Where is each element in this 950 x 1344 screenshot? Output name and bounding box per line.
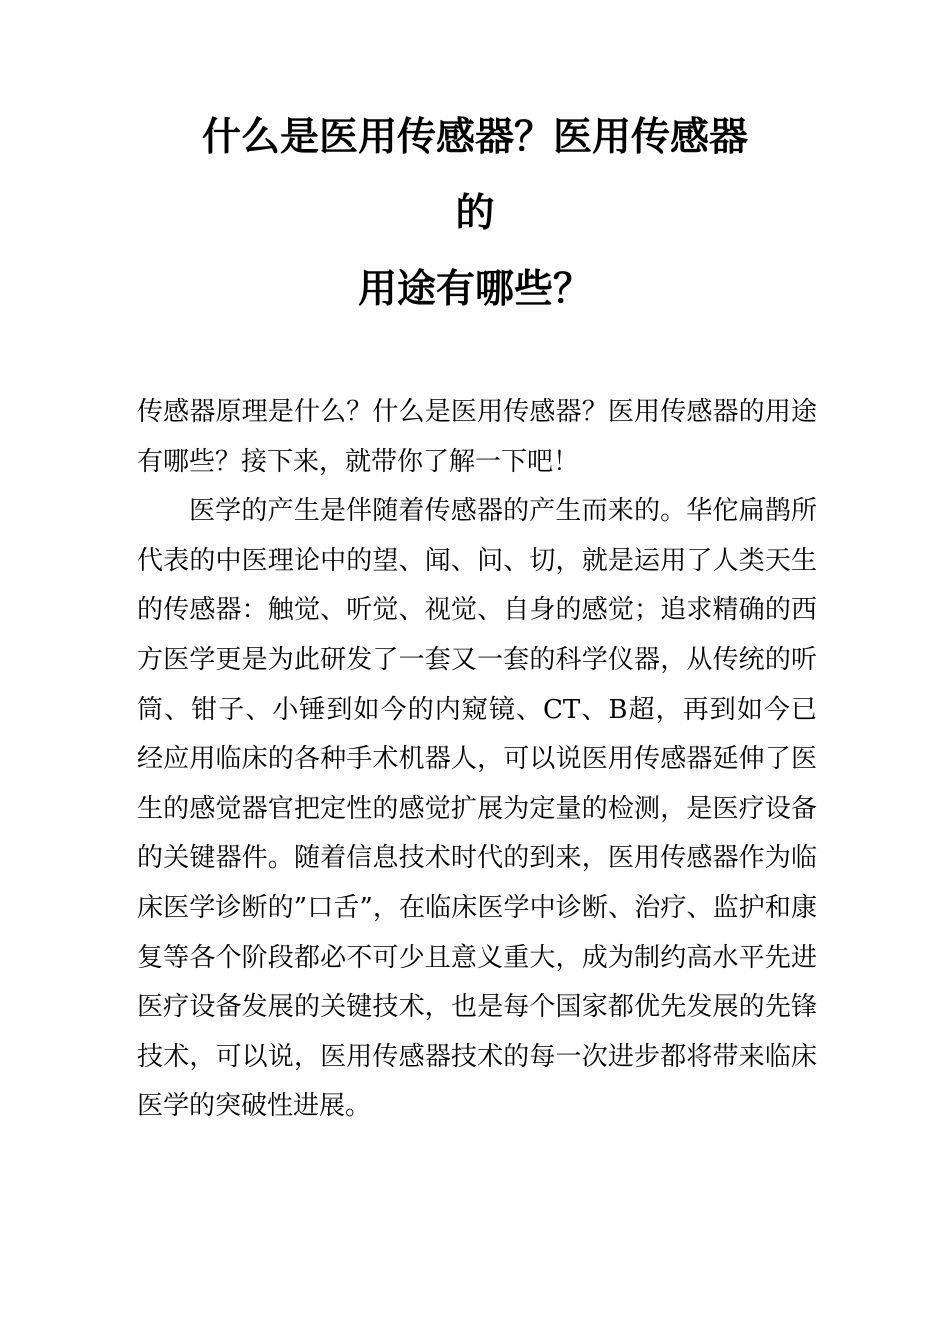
title-line-2: 的 <box>455 191 495 236</box>
document-title <box>120 100 830 328</box>
title-line-1: 什么是医用传感器？医用传感器 <box>201 115 748 160</box>
intro-paragraph: 传感器原理是什么？什么是医用传感器？医用传感器的用途有哪些？接下来，就带你了解一下吧！ <box>137 397 817 477</box>
title-line-3: 用途有哪些？ <box>357 267 592 312</box>
document-body <box>137 388 817 1132</box>
main-paragraph: 医学的产生是伴随着传感器的产生而来的。华佗扁鹊所代表的中医理论中的望、闻、问、切，就是运用了人类天生的传感器：触觉、听觉、视觉、自身的感觉；追求精确的西方医学更是为此研发了一套又一套的科学仪器，从传统的听筒、钳子、小锤到如今的内窥镜、CT、B超，再到如今已经应用临床的各种手术机器人，可以说医用传感器延伸了医生的感觉器官把定性的感觉扩展为定量的检测，是医疗设备的关键器件。随着信息技术时代的到来，医用传感器作为临床医学诊断的”口舌”，在临床医学中诊断、治疗、监护和康复等各个阶段都必不可少且意义重大，成为制约高水平先进医疗设备发展的关键技术，也是每个国家都优先发展的先锋技术，可以说，医用传感器技术的每一次进步都将带来临床医学的突破性进展。 <box>137 496 817 1122</box>
